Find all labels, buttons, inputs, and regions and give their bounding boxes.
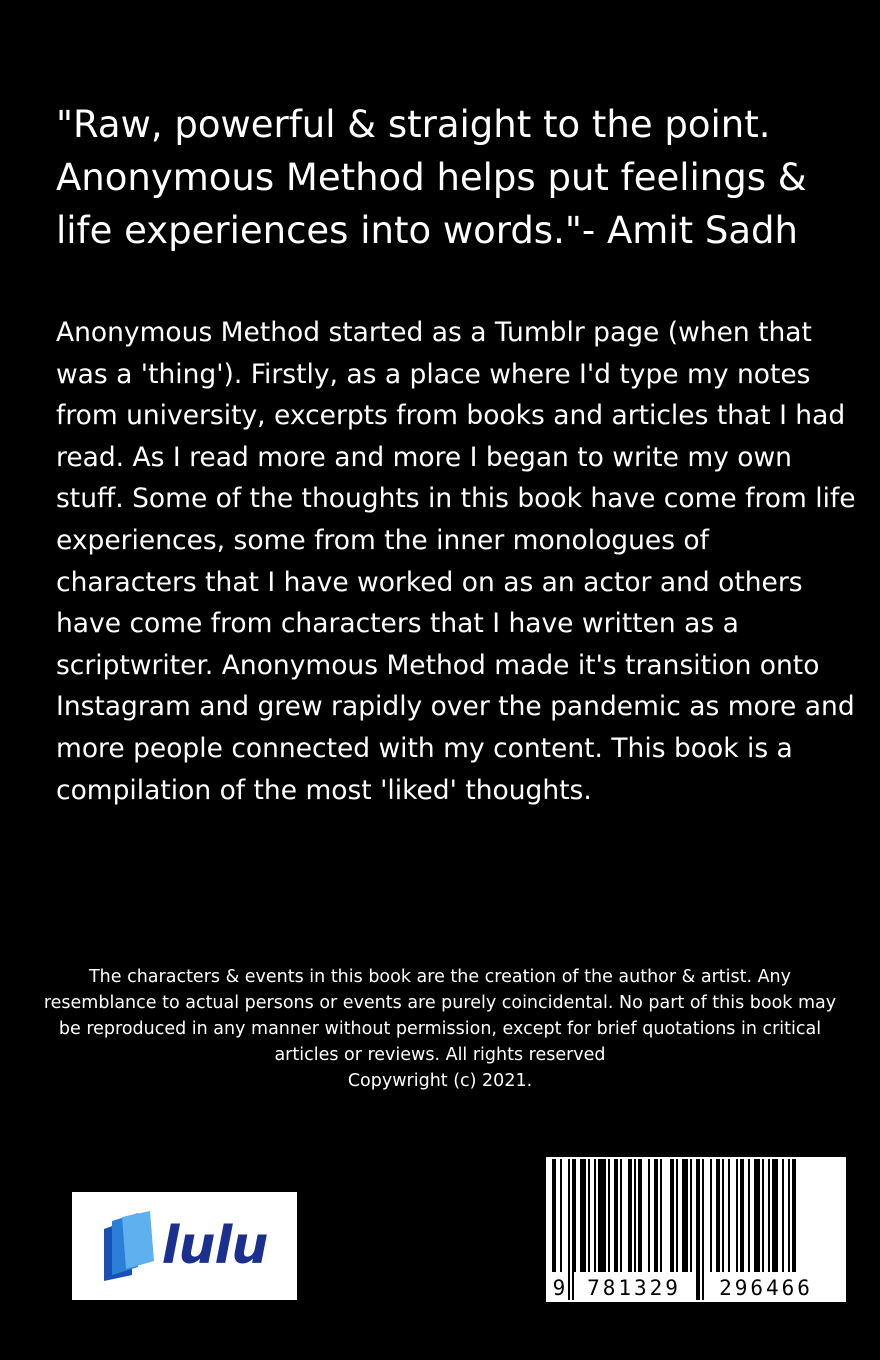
isbn-digits-left: 781329 — [587, 1276, 681, 1300]
disclaimer-text: The characters & events in this book are the creation of the author & artist. Any resemblance to actual persons or events are purely coincidental. No part of this book may be reproduced in any manner without permission, except for brief quotations in critical articles or reviews. All rights reserved — [43, 967, 837, 1065]
book-description: Anonymous Method started as a Tumblr page (when that was a 'thing'). Firstly, as a place where I'd type my notes from university, excerpts from books and articles that I had read. As I read more and more I began to write my own stuff. Some of the thoughts in this book have come from life experiences, some from the inner monologues of characters that I have worked on as an actor and others have come from characters that I have written as a scriptwriter. Anonymous Method made it's transition onto Instagram and grew rapidly over the pandemic as more and more people connected with my content. This book is a compilation of the most 'liked' thoughts. — [56, 317, 856, 806]
isbn-barcode — [546, 1157, 846, 1302]
publisher-logo-text: lulu — [161, 1216, 268, 1276]
barcode-bar — [702, 1159, 704, 1300]
copyright-text: Copywright (c) 2021. — [347, 1071, 533, 1091]
barcode-bar — [696, 1159, 700, 1300]
isbn-digits-right: 296466 — [719, 1276, 813, 1300]
back-cover-quote: "Raw, powerful & straight to the point. Anonymous Method helps put feelings & life experiences into words."- Amit Sadh — [56, 103, 807, 252]
publisher-logo — [72, 1192, 297, 1300]
book-icon — [102, 1211, 156, 1281]
legal-notice — [40, 964, 840, 1094]
isbn-digit-prefix: 9 — [552, 1276, 566, 1300]
barcode-bar — [568, 1159, 570, 1300]
